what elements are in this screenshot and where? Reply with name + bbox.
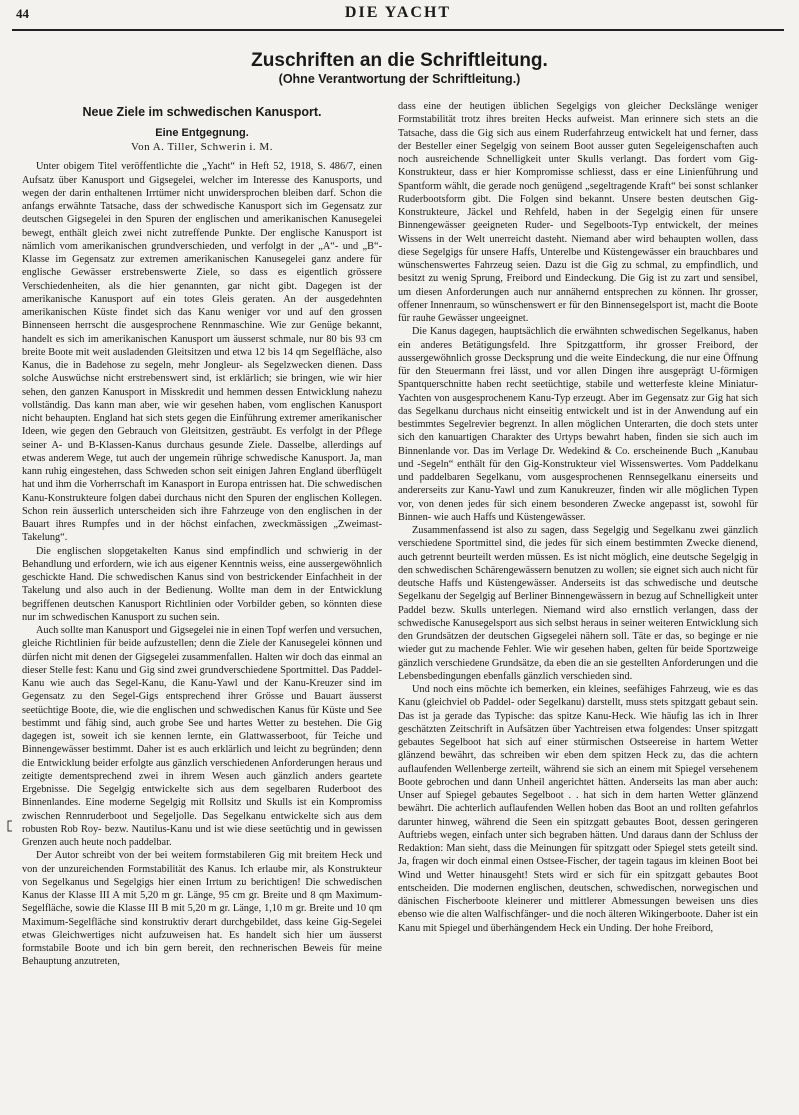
paragraph: Die Kanus dagegen, hauptsächlich die erwähnten schwedischen Segelkanus, haben ein anderes Betätigungsfeld. Ihre Spitzgattform, ihr grosser Freibord, der aussergewöhnlich grosse Decksprung und die weite Eindeckung, die nur eine Öffnung für den Steuermann frei lässt, und vor allen Dingen ihre ausgeprägt U-förmigen Spantquerschnitte haben recht seetüchtige, stabile und wetterfeste kleine Miniatur-Yachten von ausgesprochenem Kanu-Typ erzeugt. Aber im Gegensatz zur Gig hat sich das Segelkanu durchaus nicht einseitig entwickelt und ist in der Anwendung auf ein bestimmtes Segelrevier begrenzt. In allen möglichen Unterarten, die doch stets unter sich den kanuartigen Charakter des Urtyps bewahrt haben, finden sie sich auch im Binnenlande vor. Das im Verlage Dr. Wedekind & Co. erscheinende Buch „Kanubau und -Segeln“ enthält für den Gig-Konstrukteur viel Wissenswertes. Vom Paddelkanu und paddelbaren Segelkanu, vom ausgesprochenen Rennsegelkanu einerseits und andererseits zur Kanu-Yawl und zum Kanukreuzer, finden wir alle möglichen Typen vor, von denen jedes für sich einem besonderen Zwecke angepasst ist, sowohl für Binnen- wie auch Haffs und Küstengewässer.	[398, 326, 758, 523]
margin-bracket-icon	[4, 820, 16, 832]
right-column	[398, 100, 758, 1105]
paragraph: Unter obigem Titel veröffentlichte die „Yacht“ in Heft 52, 1918, S. 486/7, einen Aufsatz über Kanusport und Gigsegelei, welcher im Interesse des Kanusports, und wegen der darin enthaltenen Irrtümer nicht unwidersprochen bleiben darf. Schon die anfangs erwähnte Tatsache, dass der schwedische Kanusport sich im Gegensatz zur deutschen Gigsegelei in den Spuren der englischen und amerikanischen Kanusegelei bewegt, enthält gleich zwei nicht zutreffende Punkte. Der englische Kanusport ist nämlich vom amerikanischen grundverschieden, und verfolgt in der „A“- und „B“-Klasse im Gegensatz zur extremen amerikanischen Kanusegelei ganz andere für englische Gewässer erstrebenswerte Ziele, so dass es eigentlich grössere Verschiedenheiten, als die hier genannten, gar nicht gibt. Dagegen ist der amerikanische Kanusport auf ein totes Gleis geraten. An der ausgedehnten amerikanischen Küste findet sich das Kanu weniger vor und auf den grossen Binnenseen herrscht die ausgesprochene Rennmaschine. Wie zur Genüge bekannt, handelt es sich im amerikanischen Kanusport um äusserst schmale, nur 80 bis 93 cm breite Boote mit weit ausladenden Gleitsitzen und etwa 12 bis 14 qm Segelfläche, also Kanus, die in Badehose zu segeln, mehr Jongleur- als Segelzwecken dienen. Dass solche Auswüchse nicht erstrebenswert sind, ist erklärlich; sie bringen, wie wir hier sehen, den ganzen Kanusport in Misskredit und hemmen dessen Entwicklung nahezu vollständig. Das kann man aber, wie wir gesehen haben, vom englischen Kanusport nicht behaupten. England hat sich stets gegen die Einführung extremer amerikanischer Ideen, wie gegen den Gebrauch von Gleitsitzen, gesträubt. Es verfolgt in der Pflege seiner A- und B-Klassen-Kanus durchaus gesunde Ziele. Dasselbe, allerdings auf etwas anderem Wege, tut auch der ungemein rührige schwedische Kanusport. Ja, man kann ruhig eingestehen, dass Schweden schon seit einigen Jahren England überflügelt hat und ihm die Vorherrschaft im Kanasport in Europa entrissen hat. Die schwedischen Kanu-Konstrukteure folgen dabei durchaus nicht den Spuren der englischen Kollegen. Schon rein äusserlich unterscheiden sich ihre Fahrzeuge von den englischen in der Bauart ihres Rumpfes und in der höchst einfachen, zweckmässigen „Zweimast-Takelung“.	[22, 161, 382, 544]
page-header	[12, 4, 784, 28]
paragraph: dass eine der heutigen üblichen Segelgigs von gleicher Deckslänge weniger Formstabilität trotz ihres breiten Hecks aufweist. Man erinnere sich stets an die Tatsache, dass die Gig sich aus einem Ruderfahrzeug entwickelt hat und ferner, dass der Besteller einer Segelgig von seinem Boot ausser guten Segeleigenschaften auch noch ausreichende Schnelligkeit unter Skulls verlangt. Das fordert vom Gig-Konstrukteur, dass er hier Kompromisse schliesst, dass er eine Linienführung und Spantform wählt, die gerade noch genügend „segeltragende Kraft“ bei sonst schlanker Ruderbootsform gibt. Die Folgen sind bekannt. Unsere besten deutschen Gig-Konstrukteure, Jäckel und Rehfeld, haben in der Segelgig einen für unsere Binnengewässer geeigneten Ruder- und Segelboots-Typ entwickelt, der meines Wissens in der Welt unerreicht dasteht. Niemand aber wird behaupten wollen, dass diese Segelgigs für unsere Haffs, Unterelbe und Küstengewässer ein brauchbares und wünschenswertes Fahrzeug seien. Dazu ist die Gig zu schmal, zu empfindlich, und besitzt zu wenig Sprung, Freibord und Eindeckung. Die Gig ist zu zart und sensibel, um diesen Anforderungen auch nur annähernd entsprechen zu können. Ihr grosser, offener Innenraum, so wünschenswert er für den Binnensegelsport ist, macht die Boote für rauhe Gewässer ungeeignet.	[398, 101, 758, 324]
paragraph: Die englischen slopgetakelten Kanus sind empfindlich und schwierig in der Behandlung und erfordern, wie ich aus eigener Kenntnis weiss, eine aussergewöhnlich geschickte Hand. Die schwedischen Kanus sind von bestrickender Einfachheit in der Takelung und also auch in der Bedienung. Wollte man dem in der Entwicklung begriffenen deutschen Kanusport Richtlinien oder Vorbilder geben, so könnten diese nur im schwedischen Kanusport zu suchen sein.	[22, 545, 382, 623]
paragraph: Zusammenfassend ist also zu sagen, dass Segelgig und Segelkanu zwei gänzlich verschiedene Sportmittel sind, die jedes für sich einem bestimmten Zwecke dienend, auch getrennt beurteilt werden müssen. Es ist nicht möglich, eine deutsche Segelgig in den schwedischen Schärengewässern benutzen zu wollen; sie eignet sich auch nicht für deutsche Haffs und Küstengewässer. Anderseits ist das schwedische und deutsche Segelkanu der Segelgig auf Berliner Binnengewässern in bezug auf Schnelligkeit unter Paddel bezw. Skulls unterlegen. Niemand wird also ernstlich verlangen, dass der schwedische Kanusegelsport aus sich selbst heraus in seiner weiteren Entwicklung sich den Grundsätzen der deutschen Gigsegelei nähern soll. Täte er das, so beginge er nie wieder gut zu machende Fehler. Wie wir gesehen haben, gelten für beide Sportzweige gänzlich verschiedene Grundsätze, da eben die an sie gestellten Anforderungen und die Lebensbedingungen ebenfalls gänzlich verschieden sind.	[398, 525, 758, 682]
header-rule	[12, 29, 784, 31]
paragraph: Und noch eins möchte ich bemerken, ein kleines, seefähiges Fahrzeug, wie es das Kanu (gleichviel ob Paddel- oder Segelkanu) darstellt, muss stets spitzgatt gebaut sein. Das ist ja gerade das Typische: das spitze Kanu-Heck. Wie häufig las ich in Ihrer geschätzten Zeitschrift in Aufsätzen über Yachtreisen etwa folgendes: Unser spitzgatt gebautes Segelboot hat sich auf einer stürmischen Ostseereise in hartem Wetter glänzend bewährt, das schreiben wir eben dem spitzen Heck zu, das die achtern auflaufenden Wellenberge zerteilt, während sie sich an einem mit Spiegel versehenem Boote gebrochen und dann Unheil angerichtet hätten. Anderseits las man aber auch: Unser auf Spiegel gebautes Segelboot . . hat sich in dem harten Wetter glänzend bewährt. Die achterlich auflaufenden Wellen hoben das Boot an und rollten gefahrlos darunter hinweg, während die Seen ein spitzgatt gebautes Boot, dessen geringeren Auftriebs wegen, einfach unter sich begraben hätten. Und daraus dann der Schluss der Redaktion: Man sieht, dass die Meinungen für spitzgatt oder Spiegel stets geteilt sind. Ja, fragen wir doch einmal einen Ostsee-Fischer, der tagein tagaus im kleinen Boot bei Wind und Wetter hinausgeht! Stets wird er sich für ein spitzgatt gebautes Boot entscheiden. Die modernen englischen, deutschen, schwedischen, norwegischen und dänischen Fischerboote kleinerer und mittlerer Abmessungen beweisen uns dies ebenso wie die alten Walfischfänger- und die noch älteren Wikingerboote. Daher ist ein Kanu mit Spiegel und überhängendem Heck ein Unding. Der hohe Freibord,	[398, 684, 758, 934]
page-title: Zuschriften an die Schriftleitung.	[251, 50, 548, 71]
page-number: 44	[16, 6, 29, 21]
left-column	[22, 100, 382, 1105]
page-subtitle: (Ohne Verantwortung der Schriftleitung.)	[278, 72, 521, 86]
article-subtitle: Eine Entgegnung.	[155, 127, 249, 139]
paragraph: Der Autor schreibt von der bei weitem formstabileren Gig mit breitem Heck und von der unzureichenden Formstabilität des Kanus. Ich erlaube mir, als Konstrukteur von Segelkanus und Segelgigs hier einen Irrtum zu berichtigen! Die schwedischen Kanus der Klasse III A mit 5,20 m gr. Länge, 95 cm gr. Breite und 8 qm Maximum-Segelfläche, sowie die Klasse III B mit 5,20 m gr. Länge, 1,10 m gr. Breite und 10 qm Maximum-Segelfläche sind konstruktiv derart durchgebildet, dass keine Gig-Segelei etwas Gleichwertiges nicht aufzuweisen hat. Es handelt sich hier um äusserst formstabile Boote und ich bin gern bereit, den rechnerischen Beweis für meine Behauptung anzutreten,	[22, 850, 382, 968]
article-title: Neue Ziele im schwedischen Kanusport.	[82, 105, 322, 119]
running-title: DIE YACHT	[344, 4, 452, 21]
article-author: Von A. Tiller, Schwerin i. M.	[131, 141, 273, 153]
paragraph: Auch sollte man Kanusport und Gigsegelei nie in einen Topf werfen und versuchen, gleiche Richtlinien für beide aufzustellen; denn die Ziele der Kanusegelei können und dürfen nicht mit denen der Gigsegelei zusammenfallen. Halten wir doch das einmal an dieser Stelle fest: Kanu und Gig sind zwei grundverschiedene Sportmittel. Das Paddel-Kanu wie auch das Segel-Kanu, die Kanu-Yawl und der Kanu-Kreuzer sind im Gegensatz zu den Segel-Gigs entsprechend ihrer Grösse und Bauart äusserst seetüchtige Boote, die, wie die englischen und schwedischen Kanus für Küste und See bestimmt und fähig sind, auch grobe See und hartes Wetter zu bestehen. Die Gig dagegen ist, soweit ich sie kennen lernte, ein Glattwasserboot, für Teiche und Binnengewässer bestimmt. Daher ist es auch erklärlich und leicht zu begründen; denn die Entwicklung beider erfolgte aus gänzlich verschiedenen Anforderungen heraus und zeitigte dementsprechend zwei in ihrem Wesen auch gänzlich anders geartete Ergebnisse. Die Segelgig entwickelte sich aus dem segelbaren Ruderboot des Binnenlandes. Eine moderne Segelgig mit Rollsitz und Skulls ist ein Kompromiss zwischen Rennruderboot und Segeljolle. Das Segelkanu entwickelte sich aus dem robusten Rob Roy- bezw. Nautilus-Kanu und ist wie diese seetüchtig und in gewissen Grenzen auch heute noch paddelbar.	[22, 625, 382, 848]
